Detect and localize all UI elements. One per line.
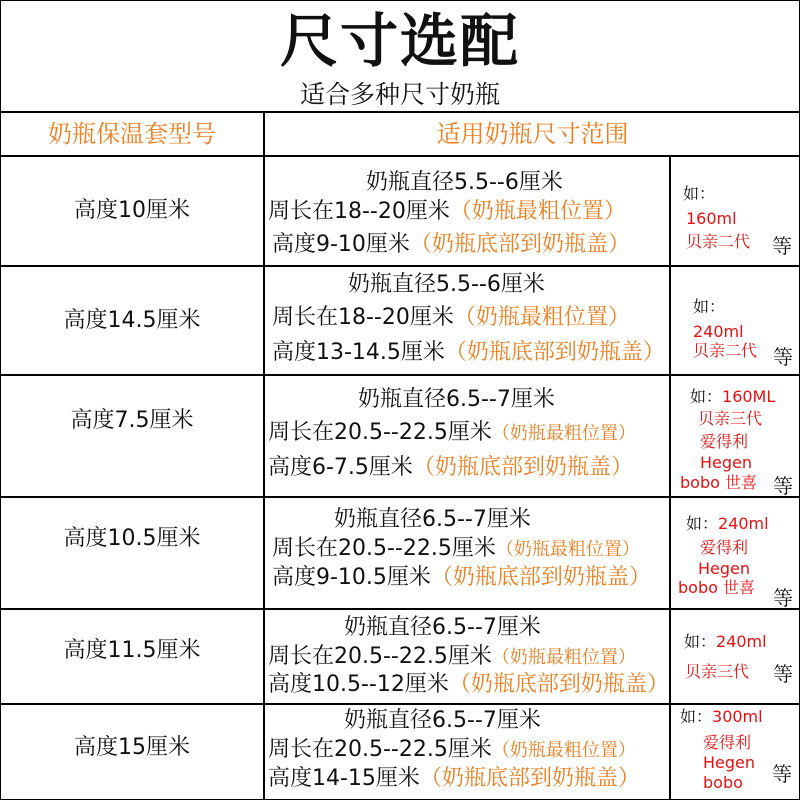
perimeter-note: （奶瓶最粗位置）: [491, 647, 636, 668]
divider: [0, 703, 800, 705]
example-line: 贝亲三代: [698, 409, 763, 428]
perimeter-text: 周长在18--20厘米: [272, 305, 454, 330]
diameter-text: 奶瓶直径5.5--6厘米: [366, 170, 563, 195]
example-prefix: 如：: [686, 514, 719, 533]
column-header-model: 奶瓶保温套型号: [48, 120, 216, 148]
divider: [0, 374, 800, 376]
page-subtitle: 适合多种尺寸奶瓶: [299, 80, 500, 109]
height-text: 高度10.5--12厘米: [268, 672, 449, 697]
etc-text: 等: [773, 662, 793, 686]
example-prefix: 如：: [680, 707, 713, 726]
example-prefix: 如：: [693, 297, 726, 316]
model-label: 高度14.5厘米: [63, 308, 201, 333]
example-line: 爱得利: [700, 538, 749, 557]
example-line: 爱得利: [700, 432, 749, 451]
height-line: [272, 564, 651, 592]
perimeter-note: （奶瓶最粗位置）: [449, 199, 626, 224]
height-text: 高度9-10.5厘米: [272, 565, 431, 590]
perimeter-note: （奶瓶最粗位置）: [491, 423, 636, 444]
etc-text: 等: [773, 586, 793, 610]
height-note: （奶瓶底部到奶瓶盖）: [444, 340, 665, 365]
height-text: 高度14-15厘米: [268, 766, 420, 791]
example-prefix-line: [690, 387, 775, 407]
etc-text: 等: [772, 762, 792, 786]
example-capacity: 160ML: [722, 387, 776, 406]
example-prefix: 如：: [690, 387, 723, 406]
height-note: （奶瓶底部到奶瓶盖）: [409, 232, 630, 257]
perimeter-text: 周长在18--20厘米: [268, 199, 450, 224]
height-note: （奶瓶底部到奶瓶盖）: [430, 565, 651, 590]
example-line: bobo 世喜: [678, 578, 755, 597]
perimeter-line: [272, 304, 630, 332]
perimeter-note: （奶瓶最粗位置）: [453, 305, 630, 330]
height-note: （奶瓶底部到奶瓶盖）: [419, 766, 640, 791]
example-prefix-line: [684, 632, 767, 652]
model-label: 高度7.5厘米: [70, 408, 194, 433]
height-text: 高度6-7.5厘米: [268, 455, 413, 480]
height-text: 高度9-10厘米: [272, 232, 410, 257]
perimeter-note: （奶瓶最粗位置）: [491, 740, 636, 761]
perimeter-line: [272, 535, 640, 564]
example-prefix: 如：: [683, 184, 716, 203]
example-capacity: 300ml: [712, 707, 763, 726]
example-line: Hegen: [698, 559, 751, 578]
perimeter-note: （奶瓶最粗位置）: [495, 539, 640, 560]
diameter-text: 奶瓶直径6.5--7厘米: [358, 387, 555, 412]
perimeter-text: 周长在20.5--22.5厘米: [268, 420, 492, 445]
height-line: [268, 454, 633, 482]
example-line: Hegen: [703, 753, 756, 772]
example-line: 贝亲二代: [686, 232, 751, 251]
perimeter-text: 周长在20.5--22.5厘米: [268, 737, 492, 762]
divider: [0, 608, 800, 610]
diameter-text: 奶瓶直径5.5--6厘米: [348, 272, 545, 297]
page-title: 尺寸选配: [279, 7, 520, 75]
example-line: 贝亲二代: [693, 341, 758, 360]
diameter-text: 奶瓶直径6.5--7厘米: [344, 615, 541, 640]
example-capacity: 240ml: [716, 632, 767, 651]
etc-text: 等: [772, 234, 792, 258]
height-line: [268, 671, 669, 699]
perimeter-line: [268, 736, 636, 765]
example-line: 爱得利: [703, 733, 752, 752]
divider: [0, 496, 800, 498]
height-line: [272, 231, 630, 259]
model-label: 高度10.5厘米: [63, 526, 201, 551]
example-prefix-line: [680, 707, 763, 727]
perimeter-text: 周长在20.5--22.5厘米: [272, 536, 496, 561]
model-label: 高度11.5厘米: [63, 638, 201, 663]
example-prefix-line: [686, 514, 769, 534]
example-prefix: 如：: [684, 632, 717, 651]
model-label: 高度15厘米: [74, 735, 190, 760]
example-line: 160ml: [686, 209, 737, 228]
diameter-text: 奶瓶直径6.5--7厘米: [334, 507, 531, 532]
example-line: 贝亲三代: [685, 662, 750, 681]
divider: [0, 265, 800, 267]
example-line: bobo: [703, 773, 743, 792]
perimeter-line: [268, 643, 636, 672]
example-capacity: 240ml: [718, 514, 769, 533]
example-line: 240ml: [693, 322, 744, 341]
height-line: [272, 339, 665, 367]
model-label: 高度10厘米: [74, 198, 190, 223]
perimeter-line: [268, 198, 626, 226]
height-line: [268, 765, 640, 793]
column-header-range: 适用奶瓶尺寸范围: [436, 120, 629, 148]
example-line: Hegen: [700, 453, 753, 472]
perimeter-line: [268, 419, 636, 448]
divider: [669, 155, 671, 800]
height-text: 高度13-14.5厘米: [272, 340, 445, 365]
height-note: （奶瓶底部到奶瓶盖）: [412, 455, 633, 480]
example-line: bobo 世喜: [680, 473, 757, 492]
perimeter-text: 周长在20.5--22.5厘米: [268, 644, 492, 669]
etc-text: 等: [773, 474, 793, 498]
etc-text: 等: [773, 345, 793, 369]
diameter-text: 奶瓶直径6.5--7厘米: [344, 708, 541, 733]
height-note: （奶瓶底部到奶瓶盖）: [448, 672, 669, 697]
